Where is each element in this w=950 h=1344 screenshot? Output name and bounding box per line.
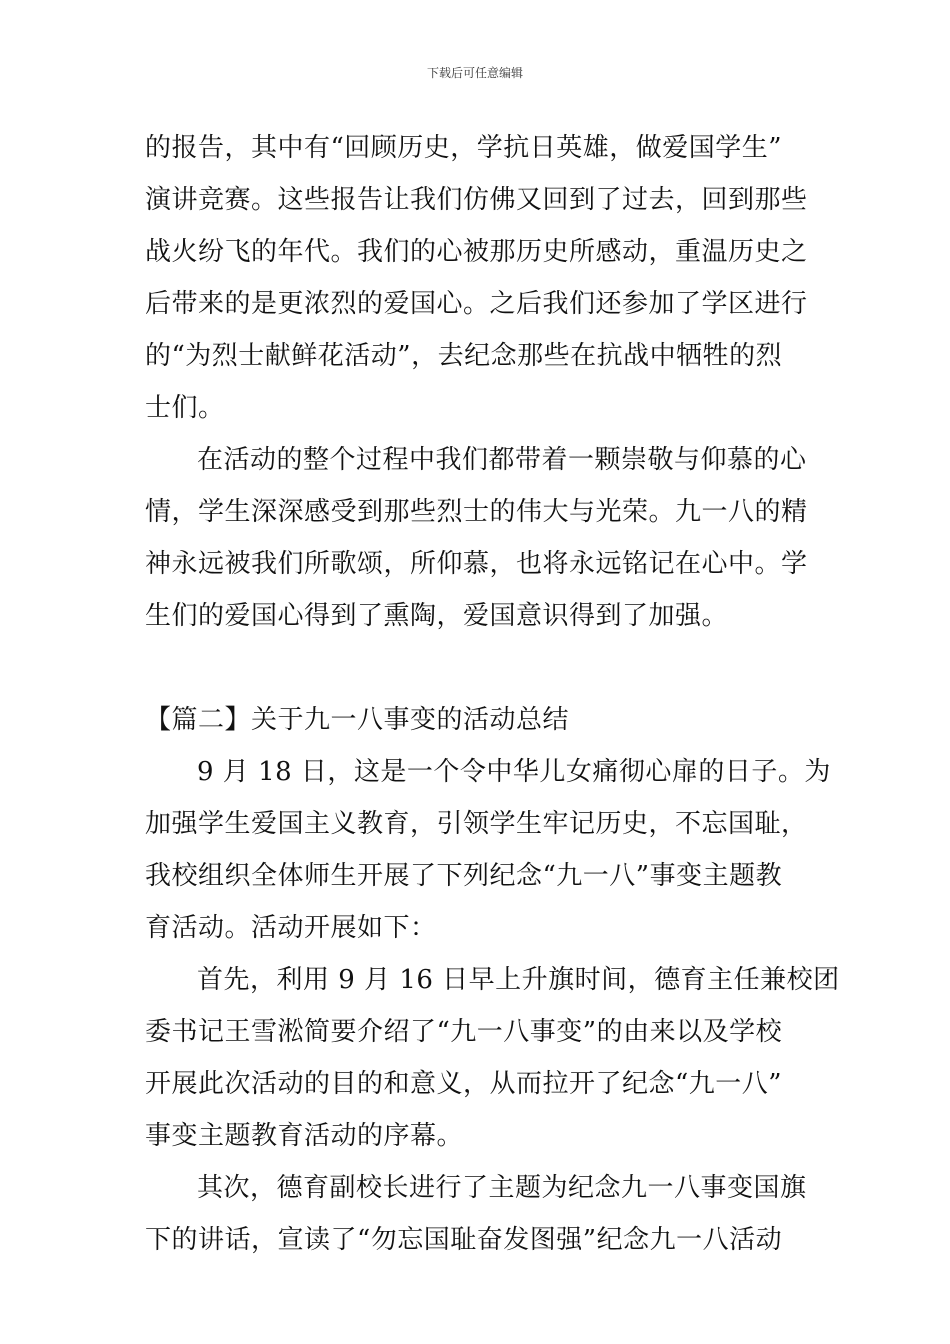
document-body <box>145 122 840 1266</box>
text-line: 生们的爱国心得到了熏陶，爱国意识得到了加强。 <box>145 601 729 631</box>
text-line: 下的讲话，宣读了“勿忘国耻奋发图强”纪念九一八活动 <box>145 1225 783 1255</box>
text-line: 情，学生深深感受到那些烈士的伟大与光荣。九一八的精 <box>145 497 808 527</box>
paragraph-start-line: 首先，利用 9 月 16 日早上升旗时间，德育主任兼校团 <box>197 965 840 995</box>
text-line: 的“为烈士献鲜花活动”，去纪念那些在抗战中牺牲的烈 <box>145 341 783 371</box>
text-line: 委书记王雪淞简要介绍了“九一八事变”的由来以及学校 <box>145 1017 783 1047</box>
text-line: 演讲竞赛。这些报告让我们仿佛又回到了过去，回到那些 <box>145 185 808 215</box>
text-line: 加强学生爱国主义教育，引领学生牢记历史，不忘国耻， <box>145 809 808 839</box>
text-line: 神永远被我们所歌颂，所仰慕，也将永远铭记在心中。学 <box>145 549 808 579</box>
text-line: 战火纷飞的年代。我们的心被那历史所感动，重温历史之 <box>145 237 808 267</box>
text-line: 事变主题教育活动的序幕。 <box>145 1121 464 1151</box>
text-line: 开展此次活动的目的和意义，从而拉开了纪念“九一八” <box>145 1069 783 1099</box>
section-heading: 【篇二】关于九一八事变的活动总结 <box>145 705 570 735</box>
text-line: 后带来的是更浓烈的爱国心。之后我们还参加了学区进行 <box>145 289 808 319</box>
text-line: 士们。 <box>145 393 225 423</box>
paragraph-start-line: 9 月 18 日，这是一个令中华儿女痛彻心扉的日子。为 <box>197 757 831 787</box>
blank-line <box>145 642 809 694</box>
text-line: 我校组织全体师生开展了下列纪念“九一八”事变主题教 <box>145 861 783 891</box>
text-line: 育活动。活动开展如下： <box>145 913 437 943</box>
page-header: 下载后可任意编辑 <box>426 66 523 80</box>
paragraph-start-line: 其次，德育副校长进行了主题为纪念九一八事变国旗 <box>197 1173 807 1203</box>
paragraph-start-line: 在活动的整个过程中我们都带着一颗崇敬与仰慕的心 <box>197 445 807 475</box>
text-line: 的报告，其中有“回顾历史，学抗日英雄，做爱国学生” <box>145 133 783 163</box>
